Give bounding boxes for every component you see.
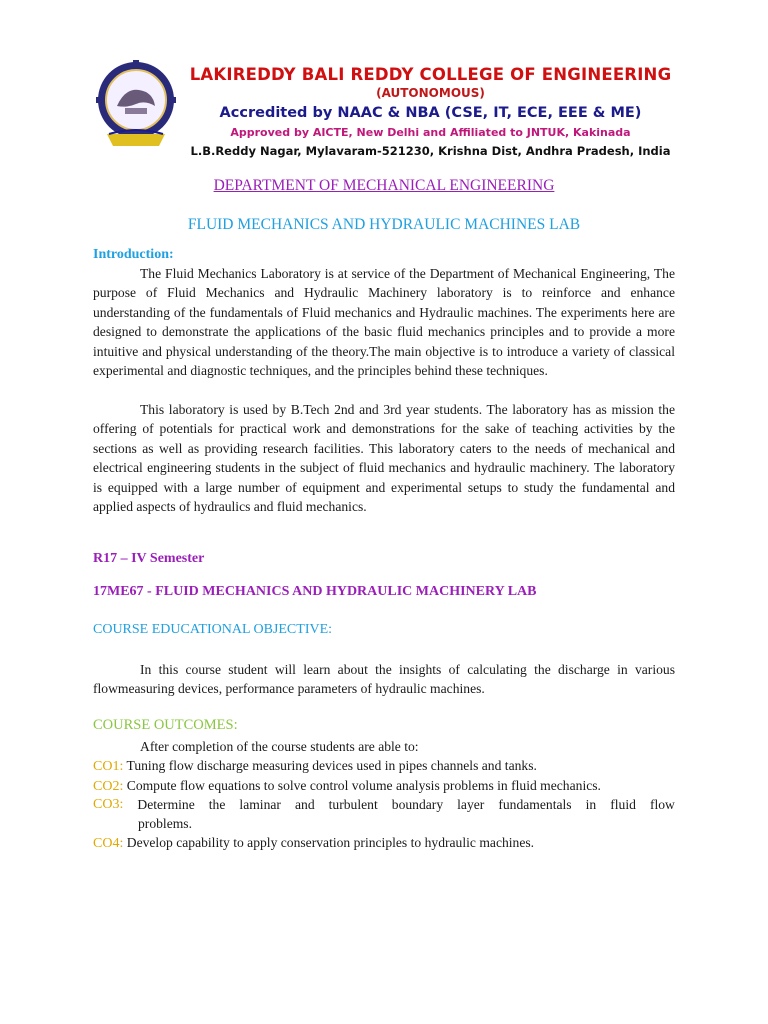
outcome-label: CO3: [93, 797, 124, 812]
college-logo-icon [95, 60, 177, 156]
outcome-text: Tuning flow discharge measuring devices used in pipes channels and tanks. [126, 758, 537, 773]
outcome-item [93, 776, 601, 796]
outcome-item [93, 795, 675, 834]
lab-title: FLUID MECHANICS AND HYDRAULIC MACHINES LAB [187, 216, 581, 233]
outcome-word: Determine [137, 797, 195, 812]
outcome-word: and [294, 797, 315, 812]
department-title [0, 176, 768, 196]
outcome-word: flow [649, 797, 675, 812]
outcome-text: Develop capability to apply conservation principles to hydraulic machines. [126, 835, 535, 850]
outcome-word: turbulent [328, 797, 378, 812]
approval-line: Approved by AICTE, New Delhi and Affiliated to JNTUK, Kakinada [230, 126, 631, 139]
semester-label: R17 – IV Semester [93, 551, 205, 566]
outcome-item [93, 833, 534, 853]
department-title-text: DEPARTMENT OF MECHANICAL ENGINEERING [213, 177, 555, 194]
objective-paragraph: In this course student will learn about the insights of calculating the discharge in various flowmeasuring devices, performance parameters of hydraulic machines. [93, 662, 675, 697]
course-title: 17ME67 - FLUID MECHANICS AND HYDRAULIC MACHINERY LAB [93, 584, 537, 599]
outcome-word: laminar [239, 797, 281, 812]
introduction-heading: Introduction: [93, 247, 174, 262]
outcome-label: CO2: [93, 779, 124, 794]
outcome-word: fundamentals [498, 797, 572, 812]
introduction-paragraph-2: This laboratory is used by B.Tech 2nd and 3rd year students. The laboratory has as mission the offering of potentials for practical work and demonstrations for the sake of teaching activities by the sections as well as providing research facilities. This laboratory caters to the needs of mechanical and electrical engineering students in the subject of fluid mechanics and hydraulic machinery. The laboratory is equipped with a large number of equipment and experimental setups to study the fundamental and applied aspects of hydraulics and fluid mechanics. [93, 402, 675, 515]
outcome-text-line-1 [93, 795, 675, 814]
outcome-word: the [208, 797, 226, 812]
accreditation-line: Accredited by NAAC & NBA (CSE, IT, ECE, EEE & ME) [219, 105, 642, 121]
outcome-text: Compute flow equations to solve control volume analysis problems in fluid mechanics. [126, 778, 601, 793]
outcome-item [93, 756, 537, 776]
college-header [95, 58, 675, 160]
outcomes-intro: After completion of the course students are able to: [140, 739, 419, 754]
outcome-word: layer [457, 797, 485, 812]
objective-heading: COURSE EDUCATIONAL OBJECTIVE: [93, 622, 333, 637]
outcome-label: CO4: [93, 836, 124, 851]
outcome-word: fluid [610, 797, 636, 812]
outcome-text-line-2: problems. [138, 816, 192, 832]
outcomes-heading: COURSE OUTCOMES: [93, 717, 238, 733]
introduction-paragraph-1: The Fluid Mechanics Laboratory is at service of the Department of Mechanical Engineering, The purpose of Fluid Mechanics and Hydraulic Machinery laboratory is to reinforce and enhance understanding of the fundamentals of Fluid mechanics and Hydraulic machines. The experiments here are designed to demonstrate the applications of the basic fluid mechanics principles and to provide a more intuitive and physical understanding of the theory.The main objective is to introduce a variety of classical experimental and diagnostic techniques, and the principles behind these techniques. [93, 266, 675, 379]
address-line: L.B.Reddy Nagar, Mylavaram-521230, Krishna Dist, Andhra Pradesh, India [190, 144, 671, 158]
outcome-word: in [585, 797, 597, 812]
outcome-word: boundary [391, 797, 444, 812]
autonomous-label: (AUTONOMOUS) [376, 86, 485, 100]
outcome-label: CO1: [93, 759, 124, 774]
college-name: LAKIREDDY BALI REDDY COLLEGE OF ENGINEERING [189, 65, 672, 84]
